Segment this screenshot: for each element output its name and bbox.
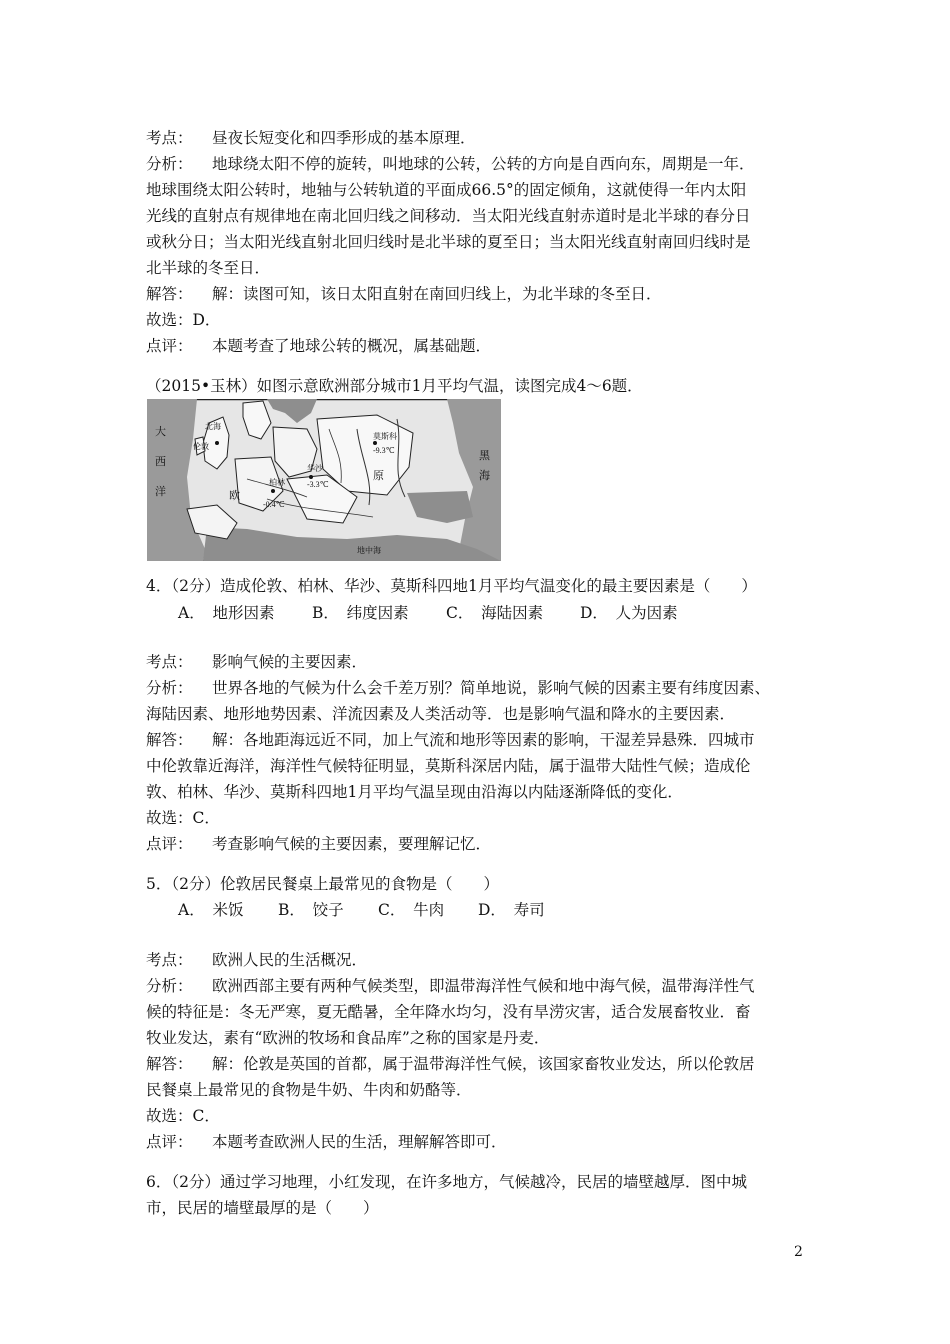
jieda-4: 解答： 解：各地距海远近不同，加上气流和地形等因素的影响，干湿差异悬殊．四城市 — [146, 731, 755, 749]
map-label: 柏林 — [269, 478, 285, 487]
map-label: 莫斯科 — [373, 432, 397, 441]
map-label: 黑 — [479, 450, 490, 462]
europe-temperature-map — [147, 399, 501, 561]
fenxi-1-line: 或秋分日；当太阳光线直射北回归线时是北半球的夏至日；当太阳光线直射南回归线时是 — [146, 233, 751, 251]
map-label: 欧 — [229, 490, 240, 502]
map-label: 北海 — [205, 422, 221, 431]
question-group-intro: （2015•玉林）如图示意欧洲部分城市1月平均气温，读图完成4～6题． — [146, 377, 643, 395]
jieda-5: 解答： 解：伦敦是英国的首都，属于温带海洋性气候，该国家畜牧业发达，所以伦敦居 — [146, 1055, 755, 1073]
map-label: 大 — [155, 426, 166, 438]
jieda-4-line: 敦、柏林、华沙、莫斯科四地1月平均气温呈现由沿海以内陆逐渐降低的变化． — [146, 783, 683, 801]
question-6-stem: 6．（2分）通过学习地理，小红发现，在许多地方，气候越冷，民居的墙壁越厚．图中城 — [146, 1173, 747, 1191]
question-5-stem: 5．（2分）伦敦居民餐桌上最常见的食物是（ ） — [146, 875, 499, 893]
fenxi-1-line: 北半球的冬至日． — [146, 259, 271, 277]
dianping-4: 点评： 考查影响气候的主要因素，要理解记忆． — [146, 835, 492, 853]
page-number: 2 — [794, 1244, 803, 1260]
fenxi-4-line: 海陆因素、地形地势因素、洋流因素及人类活动等．也是影响气温和降水的主要因素． — [146, 705, 736, 723]
option-a: A． 地形因素 — [178, 604, 275, 622]
option-a: A． 米饭 — [178, 901, 244, 919]
guxuan-1: 故选：D． — [146, 311, 221, 329]
guxuan-4: 故选：C． — [146, 809, 220, 827]
fenxi-1: 分析： 地球绕太阳不停的旋转，叫地球的公转，公转的方向是自西向东，周期是一年． — [146, 155, 755, 173]
question-4-stem: 4．（2分）造成伦敦、柏林、华沙、莫斯科四地1月平均气温变化的最主要因素是（ ） — [146, 577, 757, 595]
kaodian-5: 考点： 欧洲人民的生活概况． — [146, 951, 368, 969]
option-d: D． 人为因素 — [580, 604, 678, 622]
option-b: B． 纬度因素 — [312, 604, 409, 622]
map-label: -9.3℃ — [373, 446, 395, 455]
map-label: -0.4℃ — [263, 500, 285, 509]
map-label: 华沙 — [307, 464, 323, 473]
fenxi-5-line: 候的特征是：冬无严寒，夏无酷暑，全年降水均匀，没有旱涝灾害，适合发展畜牧业．畜 — [146, 1003, 751, 1021]
guxuan-5: 故选：C． — [146, 1107, 220, 1125]
fenxi-5-line: 牧业发达，素有“欧洲的牧场和食品库”之称的国家是丹麦． — [146, 1029, 550, 1047]
option-c: C． 海陆因素 — [446, 604, 544, 622]
map-label: 原 — [373, 470, 384, 482]
map-label: 伦敦 — [193, 442, 209, 451]
dianping-1: 点评： 本题考查了地球公转的概况，属基础题． — [146, 337, 492, 355]
map-label: -3.3℃ — [307, 480, 329, 489]
jieda-1: 解答： 解：读图可知，该日太阳直射在南回归线上，为北半球的冬至日． — [146, 285, 662, 303]
fenxi-1-line: 地球围绕太阳公转时，地轴与公转轨道的平面成66.5°的固定倾角，这就使得一年内太阳 — [146, 181, 747, 199]
option-b: B． 饺子 — [278, 901, 344, 919]
option-d: D． 寿司 — [478, 901, 545, 919]
fenxi-4: 分析： 世界各地的气候为什么会千差万别？简单地说，影响气候的因素主要有纬度因素、 — [146, 679, 771, 697]
map-label: 海 — [479, 470, 490, 482]
question-5-options — [178, 900, 545, 920]
jieda-4-line: 中伦敦靠近海洋，海洋性气候特征明显，莫斯科深居内陆，属于温带大陆性气候；造成伦 — [146, 757, 751, 775]
dianping-5: 点评： 本题考查欧洲人民的生活，理解解答即可． — [146, 1133, 507, 1151]
kaodian-4: 考点： 影响气候的主要因素． — [146, 653, 368, 671]
fenxi-1-line: 光线的直射点有规律地在南北回归线之间移动．当太阳光线直射赤道时是北半球的春分日 — [146, 207, 751, 225]
map-label: 地中海 — [357, 546, 381, 555]
question-4-options — [178, 603, 678, 623]
question-6-stem-line: 市，民居的墙壁最厚的是（ ） — [146, 1199, 379, 1217]
jieda-5-line: 民餐桌上最常见的食物是牛奶、牛肉和奶酪等． — [146, 1081, 472, 1099]
option-c: C． 牛肉 — [378, 901, 445, 919]
fenxi-5: 分析： 欧洲西部主要有两种气候类型，即温带海洋性气候和地中海气候，温带海洋性气 — [146, 977, 755, 995]
map-label: 西 — [155, 456, 166, 468]
kaodian-1: 考点： 昼夜长短变化和四季形成的基本原理． — [146, 129, 476, 147]
map-label: 洋 — [155, 486, 166, 498]
